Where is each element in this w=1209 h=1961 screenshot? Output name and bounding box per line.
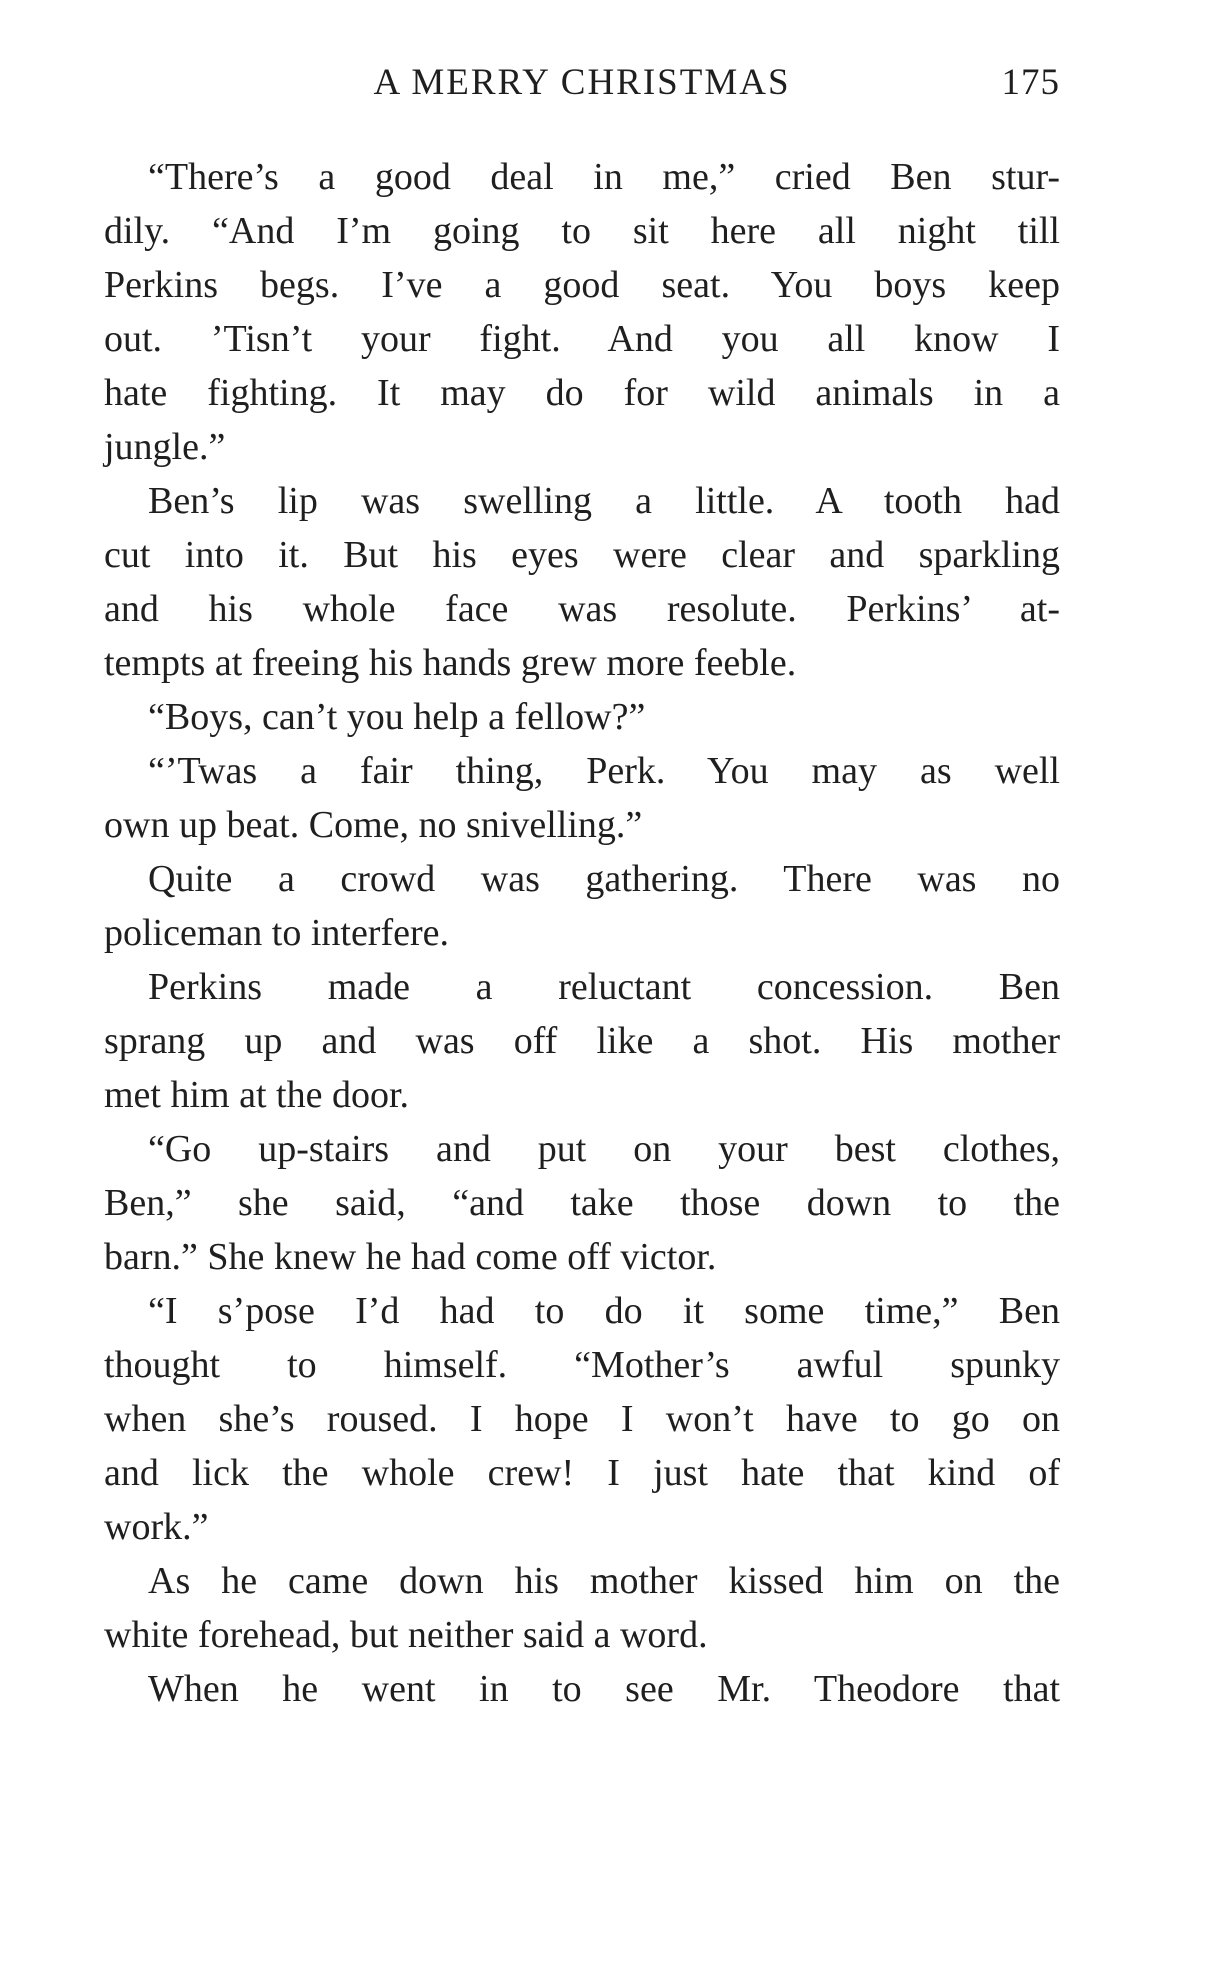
- text-line: own up beat. Come, no snivelling.”: [104, 804, 643, 846]
- text-line: Quite a crowd was gathering. There was no: [148, 858, 1060, 900]
- text-line: Perkins begs. I’ve a good seat. You boys keep: [104, 264, 1060, 306]
- text-line: when she’s roused. I hope I won’t have to go on: [104, 1398, 1060, 1440]
- text-line: Ben’s lip was swelling a little. A tooth had: [148, 480, 1060, 522]
- text-line: “’Twas a fair thing, Perk. You may as well: [148, 750, 1060, 792]
- running-title: A MERRY CHRISTMAS: [373, 62, 791, 103]
- text-line: policeman to interfere.: [104, 912, 450, 954]
- text-line: and lick the whole crew! I just hate that kind of: [104, 1452, 1060, 1494]
- text-line: hate fighting. It may do for wild animals in a: [104, 372, 1060, 414]
- text-line: and his whole face was resolute. Perkins’ at-: [104, 588, 1060, 630]
- text-line: thought to himself. “Mother’s awful spunky: [104, 1344, 1060, 1386]
- running-header: [104, 58, 1060, 108]
- text-line: “Boys, can’t you help a fellow?”: [148, 696, 646, 738]
- text-line: white forehead, but neither said a word.: [104, 1614, 708, 1656]
- text-line: “I s’pose I’d had to do it some time,” Ben: [148, 1290, 1060, 1332]
- text-line: When he went in to see Mr. Theodore that: [148, 1668, 1060, 1710]
- page-number: 175: [1001, 62, 1060, 103]
- text-line: “There’s a good deal in me,” cried Ben stur-: [148, 156, 1060, 198]
- body-text: [104, 150, 1060, 1716]
- text-line: dily. “And I’m going to sit here all night till: [104, 210, 1060, 252]
- text-line: sprang up and was off like a shot. His mother: [104, 1020, 1060, 1062]
- text-line: “Go up-stairs and put on your best clothes,: [148, 1128, 1060, 1170]
- text-line: jungle.”: [104, 426, 226, 468]
- text-line: Perkins made a reluctant concession. Ben: [148, 966, 1060, 1008]
- text-line: cut into it. But his eyes were clear and sparkling: [104, 534, 1060, 576]
- text-line: Ben,” she said, “and take those down to the: [104, 1182, 1060, 1224]
- text-line: out. ’Tisn’t your fight. And you all know I: [104, 318, 1060, 360]
- text-line: met him at the door.: [104, 1074, 410, 1116]
- text-line: As he came down his mother kissed him on the: [148, 1560, 1060, 1602]
- text-line: work.”: [104, 1506, 209, 1548]
- text-line: barn.” She knew he had come off victor.: [104, 1236, 717, 1278]
- text-line: tempts at freeing his hands grew more feeble.: [104, 642, 797, 684]
